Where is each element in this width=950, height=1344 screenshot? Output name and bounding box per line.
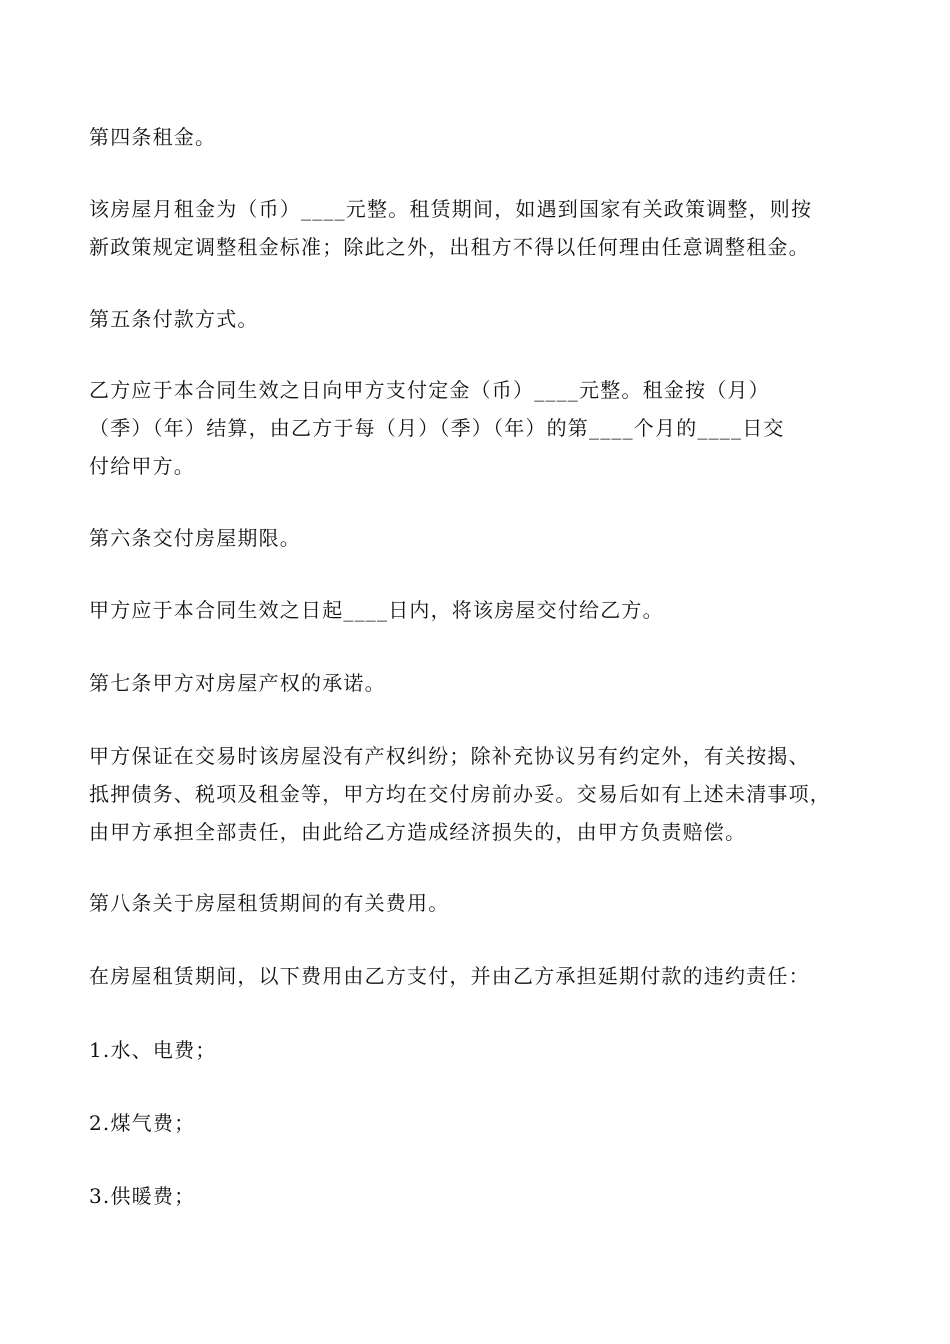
article-4-body [89, 190, 879, 266]
text-line: 2.煤气费； [89, 1111, 196, 1135]
text-line: 3.供暖费； [89, 1184, 196, 1208]
article-5-heading [89, 300, 879, 338]
article-6-body [89, 591, 879, 629]
text-line: 第七条甲方对房屋产权的承诺。 [89, 671, 386, 695]
text-line: 付给甲方。 [89, 454, 195, 478]
article-4-heading [89, 118, 879, 156]
list-item-1 [89, 1031, 879, 1069]
text-line: 甲方保证在交易时该房屋没有产权纠纷；除补充协议另有约定外，有关按揭、 [89, 744, 810, 768]
text-line: 该房屋月租金为（币）____元整。租赁期间，如遇到国家有关政策调整，则按 [89, 197, 813, 221]
article-7-heading [89, 664, 879, 702]
article-5-body [89, 371, 879, 485]
article-7-body [89, 737, 879, 851]
article-8-body [89, 957, 879, 995]
text-line: 由甲方承担全部责任，由此给乙方造成经济损失的，由甲方负责赔偿。 [89, 820, 747, 844]
text-line: 1.水、电费； [89, 1038, 217, 1062]
text-line: 乙方应于本合同生效之日向甲方支付定金（币）____元整。租金按（月） [89, 378, 770, 402]
text-line: 第八条关于房屋租赁期间的有关费用。 [89, 891, 450, 915]
text-line: 在房屋租赁期间，以下费用由乙方支付，并由乙方承担延期付款的违约责任： [89, 964, 810, 988]
text-line: 甲方应于本合同生效之日起____日内，将该房屋交付给乙方。 [89, 598, 664, 622]
text-line: （季）（年）结算，由乙方于每（月）（季）（年）的第____个月的____日交 [89, 416, 785, 440]
text-line: 新政策规定调整租金标准；除此之外，出租方不得以任何理由任意调整租金。 [89, 235, 810, 259]
text-line: 第四条租金。 [89, 125, 217, 149]
text-line: 抵押债务、税项及租金等，甲方均在交付房前办妥。交易后如有上述未清事项， [89, 782, 831, 806]
text-line: 第六条交付房屋期限。 [89, 526, 301, 550]
list-item-2 [89, 1104, 879, 1142]
text-line: 第五条付款方式。 [89, 307, 259, 331]
article-8-heading [89, 884, 879, 922]
article-6-heading [89, 519, 879, 557]
list-item-3 [89, 1177, 879, 1215]
